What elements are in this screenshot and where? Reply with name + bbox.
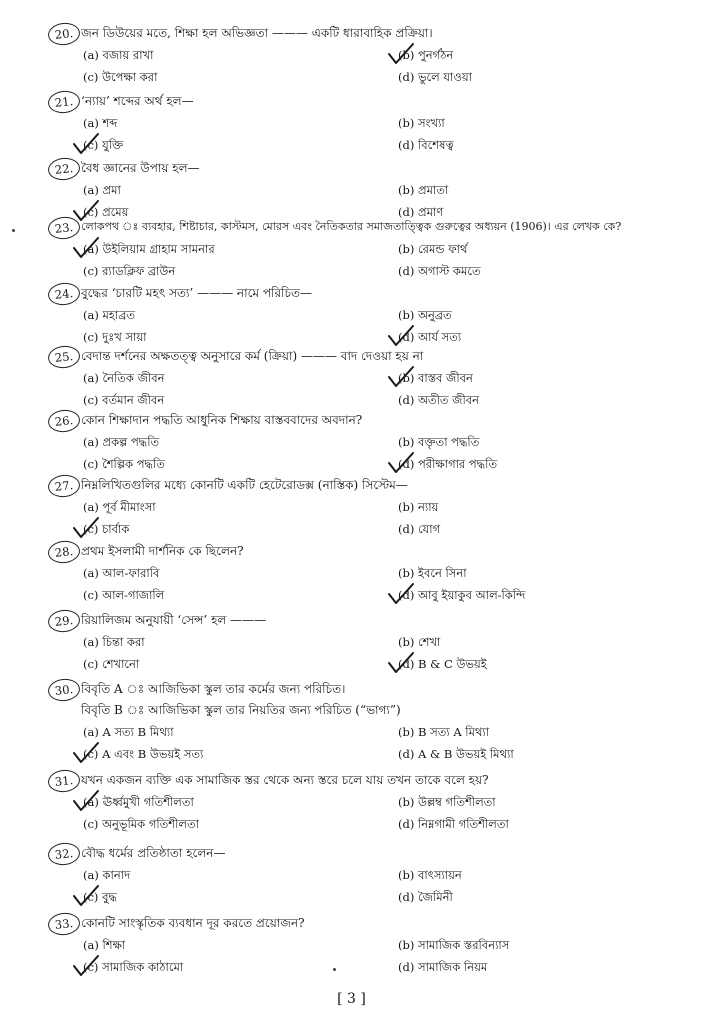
question-number: 22. xyxy=(47,156,81,181)
option-c[interactable]: (c) দুঃখ সায়া xyxy=(83,330,147,344)
option-a[interactable]: (a) বজায় রাখা xyxy=(83,48,154,62)
option-d[interactable]: (d) A & B উভয়ই মিথ্যা xyxy=(398,747,514,761)
question-line xyxy=(48,90,698,112)
tick-mark-icon xyxy=(71,516,101,540)
tick-mark-icon xyxy=(71,132,101,156)
tick-mark-icon xyxy=(71,789,101,813)
option-a[interactable]: (a) চিন্তা করা xyxy=(83,635,145,649)
question-number: 32. xyxy=(47,841,81,866)
question-number: 21. xyxy=(47,89,81,114)
question-text: প্রথম ইসলামী দার্শনিক কে ছিলেন? xyxy=(81,544,244,558)
option-d[interactable]: (d) বিশেষত্ব xyxy=(398,138,454,152)
option-c[interactable]: (c) শেখানো xyxy=(83,657,140,671)
question-line xyxy=(48,345,698,367)
page-number: [ 3 ] xyxy=(337,991,366,1007)
stray-mark xyxy=(333,968,336,971)
option-d[interactable]: (d) প্রমাণ xyxy=(398,205,444,219)
question-line xyxy=(48,22,698,44)
question-line xyxy=(48,216,698,238)
question-number: 27. xyxy=(47,473,81,498)
question-text: কোনটি সাংস্কৃতিক ব্যবধান দূর করতে প্রয়োজন? xyxy=(81,916,305,930)
option-d[interactable]: (d) আবু ইয়াকুব আল-কিন্দি xyxy=(398,584,525,606)
question-text: নিম্নলিখিতগুলির মধ্যে কোনটি একটি হেটেরোডক্স (নাস্তিক) সিস্টেম— xyxy=(81,478,408,492)
option-a[interactable]: (a) আল-ফারাবি xyxy=(83,566,160,580)
question-text: বৌদ্ধ ধর্মের প্রতিষ্ঠাতা হলেন— xyxy=(81,846,226,860)
question-text: ‘ন্যায়’ শব্দের অর্থ হল— xyxy=(81,94,194,108)
options-grid xyxy=(48,791,698,835)
question-line xyxy=(48,769,698,791)
tick-mark-icon xyxy=(71,236,101,260)
option-b[interactable]: (b) রেমন্ড ফার্থ xyxy=(398,242,468,256)
option-d[interactable]: (d) অতীত জীবন xyxy=(398,393,479,407)
question-line xyxy=(48,678,698,700)
options-grid xyxy=(48,431,698,475)
question-number: 25. xyxy=(47,344,81,369)
option-c[interactable]: (c) A এবং B উভয়ই সত্য xyxy=(83,743,203,765)
question-block xyxy=(48,912,698,978)
option-a[interactable]: (a) ঊর্ধ্বমুখী গতিশীলতা xyxy=(83,791,194,813)
options-grid xyxy=(48,496,698,540)
question-number: 31. xyxy=(47,768,81,793)
question-block xyxy=(48,678,698,765)
question-line xyxy=(48,474,698,496)
option-c[interactable]: (c) বর্তমান জীবন xyxy=(83,393,165,407)
options-grid xyxy=(48,562,698,606)
question-block xyxy=(48,216,698,282)
option-d[interactable]: (d) B & C উভয়ই xyxy=(398,653,487,675)
tick-mark-icon xyxy=(71,954,101,978)
question-block xyxy=(48,90,698,156)
options-grid xyxy=(48,934,698,978)
option-a[interactable]: (a) A সত্য B মিথ্যা xyxy=(83,725,174,739)
option-b[interactable]: (b) বাৎস্যায়ন xyxy=(398,868,462,882)
question-text: জন ডিউয়ের মতে, শিক্ষা হল অভিজ্ঞতা ——— একটি ধারাবাহিক প্রক্রিয়া। xyxy=(81,26,433,40)
question-block xyxy=(48,282,698,348)
options-grid xyxy=(48,238,698,282)
tick-mark-icon xyxy=(386,42,416,66)
option-b[interactable]: (b) B সত্য A মিথ্যা xyxy=(398,725,490,739)
option-a[interactable]: (a) প্রকল্প পদ্ধতি xyxy=(83,435,160,449)
question-text: বিবৃতি A ঃ আজিভিকা স্কুল তার কর্মের জন্য পরিচিত। xyxy=(81,682,346,696)
question-block xyxy=(48,769,698,835)
option-b[interactable]: (b) সংখ্যা xyxy=(398,116,445,130)
options-grid xyxy=(48,721,698,765)
question-block xyxy=(48,609,698,675)
question-number: 29. xyxy=(47,608,81,633)
option-d[interactable]: (d) সামাজিক নিয়ম xyxy=(398,960,488,974)
question-number: 20. xyxy=(47,21,81,46)
question-line xyxy=(48,540,698,562)
question-text: বুদ্ধের ‘চারটি মহৎ সত্য’ ——— নামে পরিচিত— xyxy=(81,286,312,300)
question-line xyxy=(48,912,698,934)
option-d[interactable]: (d) ভুলে যাওয়া xyxy=(398,70,472,84)
option-d[interactable]: (d) নিম্নগামী গতিশীলতা xyxy=(398,817,509,831)
question-number: 23. xyxy=(47,215,81,240)
option-b[interactable]: (b) বক্তৃতা পদ্ধতি xyxy=(398,435,480,449)
option-c[interactable]: (c) আল-গাজালি xyxy=(83,588,165,602)
option-b[interactable]: (b) ন্যায় xyxy=(398,500,439,514)
question-number: 33. xyxy=(47,911,81,936)
question-block xyxy=(48,842,698,908)
option-d[interactable]: (d) জৈমিনী xyxy=(398,890,453,904)
statement-b: বিবৃতি B ঃ আজিভিকা স্কুল তার নিয়তির জন্য পরিচিত (“ভাগ্য”) xyxy=(81,703,401,717)
tick-mark-icon xyxy=(386,582,416,606)
option-b[interactable]: (b) সামাজিক স্তরবিন্যাস xyxy=(398,938,510,952)
question-number: 28. xyxy=(47,539,81,564)
tick-mark-icon xyxy=(386,451,416,475)
option-b[interactable]: (b) পুনর্গঠন xyxy=(398,44,453,66)
option-d[interactable]: (d) পরীক্ষাগার পদ্ধতি xyxy=(398,453,497,475)
question-text: বেদান্ত দর্শনের অক্ষতত্ত্ব অনুসারে কর্ম (ক্রিয়া) ——— বাদ দেওয়া হয় না xyxy=(81,349,424,363)
option-c[interactable]: (c) শৈল্পিক পদ্ধতি xyxy=(83,457,165,471)
question-line xyxy=(48,409,698,431)
tick-mark-icon xyxy=(386,365,416,389)
question-number: 26. xyxy=(47,408,81,433)
option-c[interactable]: (c) র‍্যাডক্লিফ ব্রাউন xyxy=(83,264,176,278)
question-number: 24. xyxy=(47,281,81,306)
question-text: রিয়ালিজম অনুযায়ী ‘সেন্স’ হল ——— xyxy=(81,613,267,627)
question-block xyxy=(48,540,698,606)
options-grid xyxy=(48,864,698,908)
tick-mark-icon xyxy=(71,884,101,908)
options-grid xyxy=(48,631,698,675)
option-a[interactable]: (a) নৈতিক জীবন xyxy=(83,371,165,385)
tick-mark-icon xyxy=(386,651,416,675)
options-grid xyxy=(48,112,698,156)
option-c[interactable]: (c) যুক্তি xyxy=(83,134,123,156)
question-block xyxy=(48,157,698,223)
question-text: লোকপথ ঃ ব্যবহার, শিষ্টাচার, কাস্টমস, মোরস এবং নৈতিকতার সমাজতাত্ত্বিক গুরুত্বের অধ্যয়ন (1906)। এর লেখক কে? xyxy=(81,220,622,233)
option-b[interactable]: (b) ইবনে সিনা xyxy=(398,566,467,580)
option-a[interactable]: (a) শিক্ষা xyxy=(83,938,126,952)
question-line xyxy=(48,157,698,179)
option-b[interactable]: (b) উল্লম্ব গতিশীলতা xyxy=(398,795,496,809)
option-b[interactable]: (b) প্রমাতা xyxy=(398,183,449,197)
options-grid xyxy=(48,367,698,411)
option-a[interactable]: (a) কানাদ xyxy=(83,868,131,882)
option-b[interactable]: (b) বাস্তব জীবন xyxy=(398,367,473,389)
option-d[interactable]: (d) অগাস্ট কমতে xyxy=(398,264,481,278)
option-c[interactable]: (c) সামাজিক কাঠামো xyxy=(83,956,183,978)
question-block xyxy=(48,22,698,88)
question-block xyxy=(48,345,698,411)
question-number: 30. xyxy=(47,677,81,702)
option-b[interactable]: (b) অনুব্রত xyxy=(398,308,452,322)
question-text: কোন শিক্ষাদান পদ্ধতি আধুনিক শিক্ষায় বাস্তববাদের অবদান? xyxy=(81,413,363,427)
option-a[interactable]: (a) উইলিয়াম গ্রাহাম সামনার xyxy=(83,238,215,260)
options-grid xyxy=(48,304,698,348)
question-line xyxy=(48,842,698,864)
option-a[interactable]: (a) মহাব্রত xyxy=(83,308,136,322)
question-block xyxy=(48,409,698,475)
tick-mark-icon xyxy=(71,741,101,765)
question-line xyxy=(48,282,698,304)
option-c[interactable]: (c) বুদ্ধ xyxy=(83,886,117,908)
option-b[interactable]: (b) শেখা xyxy=(398,635,441,649)
option-c[interactable]: (c) অনুভূমিক গতিশীলতা xyxy=(83,817,199,831)
options-grid xyxy=(48,44,698,88)
question-block xyxy=(48,474,698,540)
stray-mark xyxy=(12,229,15,232)
option-c[interactable]: (c) প্রমেয় xyxy=(83,201,128,223)
question-line xyxy=(48,609,698,631)
option-a[interactable]: (a) শব্দ xyxy=(83,116,118,130)
option-a[interactable]: (a) পূর্ব মীমাংসা xyxy=(83,500,156,514)
question-text: বৈধ জ্ঞানের উপায় হল— xyxy=(81,161,200,175)
option-c[interactable]: (c) চার্বাক xyxy=(83,518,129,540)
option-a[interactable]: (a) প্রমা xyxy=(83,183,121,197)
question-text: যখন একজন ব্যক্তি এক সামাজিক স্তর থেকে অন্য স্তরে চলে যায় তখন তাকে বলে হয়? xyxy=(81,773,489,787)
option-d[interactable]: (d) আর্য সত্য xyxy=(398,326,461,348)
option-c[interactable]: (c) উপেক্ষা করা xyxy=(83,70,158,84)
option-d[interactable]: (d) যোগ xyxy=(398,522,441,536)
